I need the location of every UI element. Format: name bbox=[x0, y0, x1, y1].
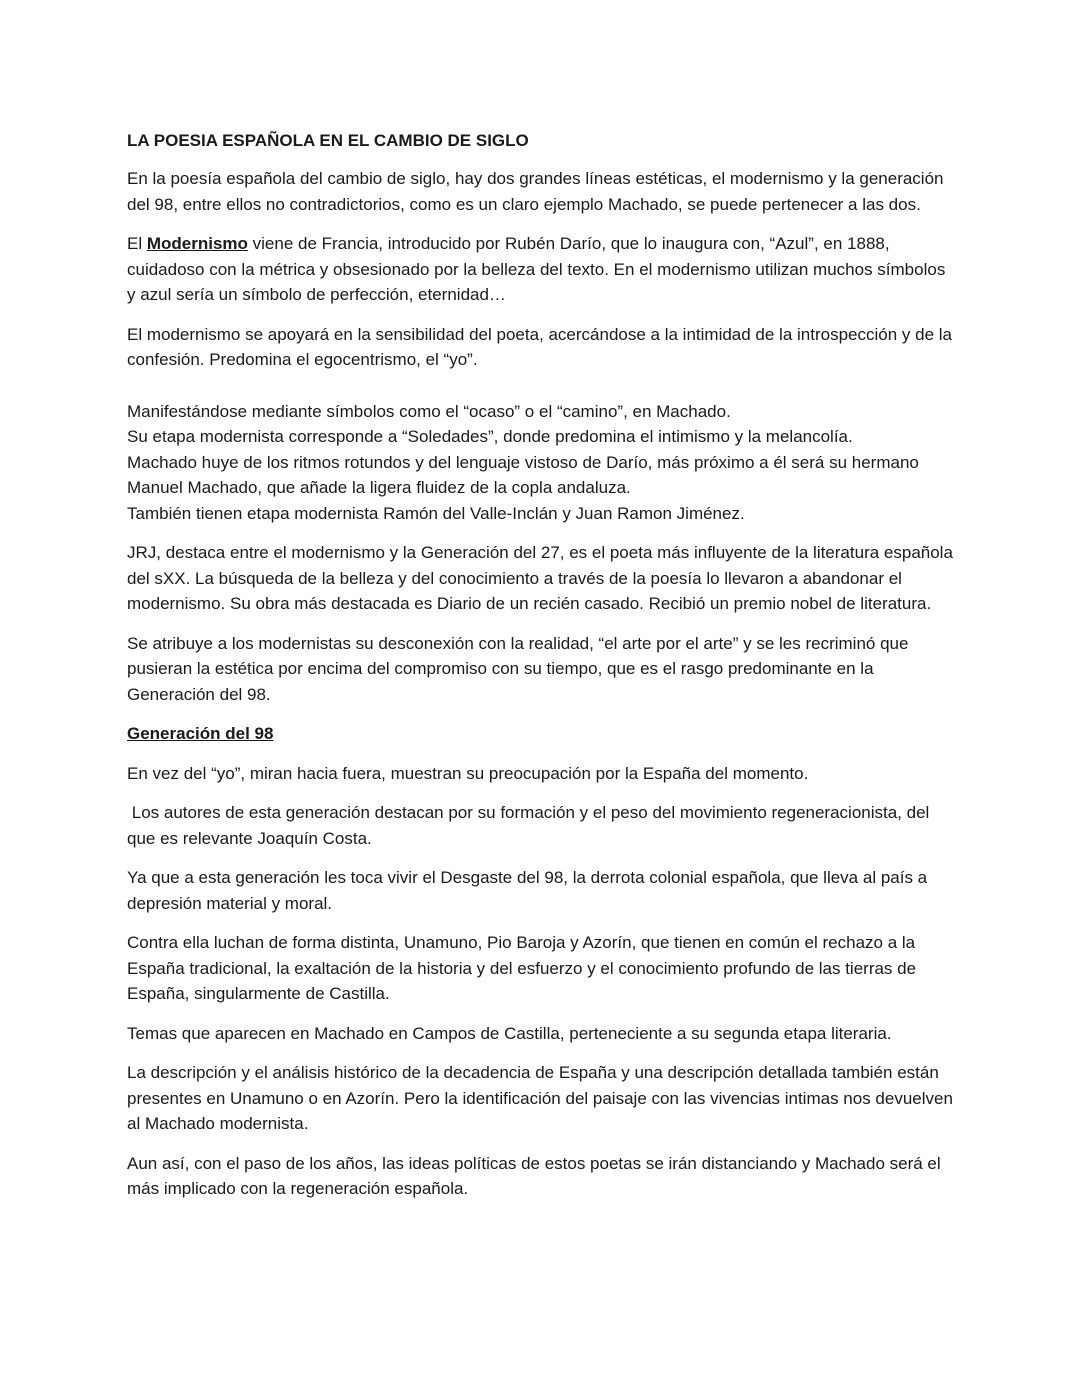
document-page bbox=[127, 128, 957, 1216]
line-simbolos: Manifestándose mediante símbolos como el “ocaso” o el “camino”, en Machado. bbox=[127, 401, 731, 421]
paragraph-aun-asi: Aun así, con el paso de los años, las ideas políticas de estos poetas se irán distanciando y Machado será el más implicado con la regeneración española. bbox=[127, 1153, 941, 1198]
term-modernismo: Modernismo bbox=[146, 234, 248, 253]
paragraph-desconexion: Se atribuye a los modernistas su desconexión con la realidad, “el arte por el arte” y se les recriminó que pusieran la estética por encima del compromiso con su tiempo, que es el rasgo predominante en la Generación del 98. bbox=[127, 633, 909, 704]
heading-generacion-98: Generación del 98 bbox=[127, 724, 274, 743]
line-valle-inclan: También tienen etapa modernista Ramón del Valle-Inclán y Juan Ramon Jiménez. bbox=[127, 503, 745, 523]
paragraph-modernismo-post: viene de Francia, introducido por Rubén Darío, que lo inaugura con, “Azul”, en 1888, cuidadoso con la métrica y obsesionado por la belleza del texto. En el modernismo utilizan muchos símbolos y azul sería un símbolo de perfección, eternidad… bbox=[127, 234, 946, 304]
paragraph-campos-castilla: Temas que aparecen en Machado en Campos de Castilla, perteneciente a su segunda etapa literaria. bbox=[127, 1023, 892, 1043]
paragraph-modernismo-pre: El bbox=[127, 234, 147, 253]
paragraph-desgaste: Ya que a esta generación les toca vivir el Desgaste del 98, la derrota colonial española, que lleva al país a depresión material y moral. bbox=[127, 868, 928, 913]
paragraph-modernismo bbox=[127, 231, 957, 308]
line-soledades: Su etapa modernista corresponde a “Soledades”, donde predomina el intimismo y la melancolía. bbox=[127, 427, 853, 446]
paragraph-sensibilidad: El modernismo se apoyará en la sensibilidad del poeta, acercándose a la intimidad de la introspección y de la confesión. Predomina el egocentrismo, el “yo”. bbox=[127, 324, 952, 369]
paragraph-yo: En vez del “yo”, miran hacia fuera, muestran su preocupación por la España del momento. bbox=[127, 763, 809, 783]
document-title: LA POESIA ESPAÑOLA EN EL CAMBIO DE SIGLO bbox=[127, 131, 529, 150]
paragraph-jrj: JRJ, destaca entre el modernismo y la Generación del 27, es el poeta más influyente de la literatura española del sXX. La búsqueda de la belleza y del conocimiento a través de la poesía lo llevaron a abandonar el modernismo. Su obra más destacada es Diario de un recién casado. Recibió un premio nobel de literatura. bbox=[127, 543, 953, 613]
paragraph-contra-ella: Contra ella luchan de forma distinta, Unamuno, Pio Baroja y Azorín, que tienen en común el rechazo a la España tradicional, la exaltación de la historia y del esfuerzo y el conocimiento profundo de las tierras de España, singularmente de Castilla. bbox=[127, 933, 917, 1003]
paragraph-autores: Los autores de esta generación destacan por su formación y el peso del movimiento regeneracionista, del que es relevante Joaquín Costa. bbox=[127, 803, 935, 848]
paragraph-decadencia: La descripción y el análisis histórico de la decadencia de España y una descripción detallada también están presentes en Unamuno o en Azorín. Pero la identificación del paisaje con las vivencias intimas nos devuelven al Machado modernista. bbox=[127, 1063, 953, 1133]
line-machado-ritmos: Machado huye de los ritmos rotundos y del lenguaje vistoso de Darío, más próximo a él será su hermano Manuel Machado, que añade la ligera fluidez de la copla andaluza. bbox=[127, 452, 919, 497]
paragraph-intro: En la poesía española del cambio de siglo, hay dos grandes líneas estéticas, el modernismo y la generación del 98, entre ellos no contradictorios, como es un claro ejemplo Machado, se puede pertenecer a las dos. bbox=[127, 169, 944, 214]
